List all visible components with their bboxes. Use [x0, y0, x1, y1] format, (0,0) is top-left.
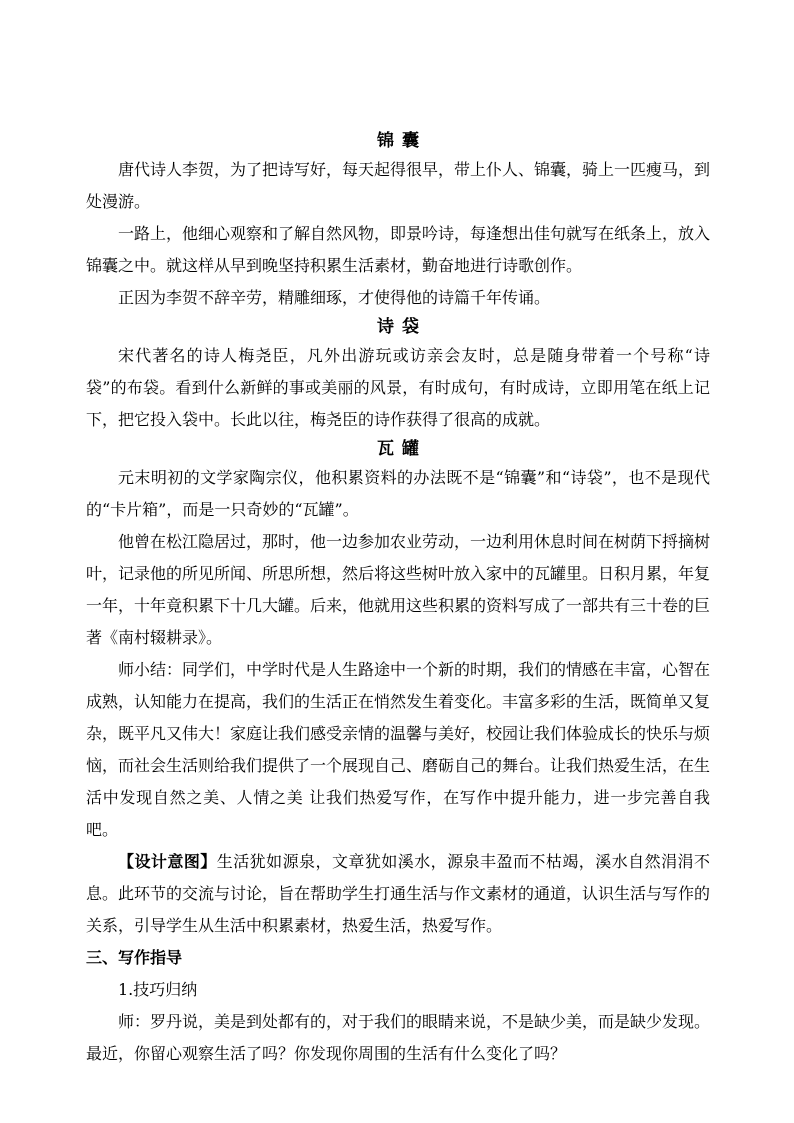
paragraph: 正因为李贺不辞辛劳，精雕细琢，才使得他的诗篇千年传诵。 [118, 288, 551, 307]
paragraph: 元末明初的文学家陶宗仪，他积累资料的办法既不是“锦囊”和“诗袋”，也不是现代的“卡片箱”，而是一只奇妙的“瓦罐”。 [86, 468, 710, 519]
paragraph: 唐代诗人李贺，为了把诗写好，每天起得很早，带上仆人、锦囊，骑上一匹瘦马，到处漫游。 [86, 160, 711, 211]
design-intent [86, 846, 710, 942]
document-body [86, 128, 710, 1070]
paragraph: 师：罗丹说，美是到处都有的，对于我们的眼睛来说，不是缺少美，而是缺少发现。最近，你留心观察生活了吗？你发现你周围的生活有什么变化了吗？ [86, 1012, 711, 1063]
section-title-shidai: 诗袋 [377, 317, 427, 337]
section-heading-writing-guide: 三、写作指导 [86, 948, 183, 967]
subheading-skills: 1.技巧归纳 [118, 980, 198, 999]
paragraph: 宋代著名的诗人梅尧臣，凡外出游玩或访亲会友时，总是随身带着一个号称“诗袋”的布袋。看到什么新鲜的事或美丽的风景，有时成句，有时成诗，立即用笔在纸上记下，把它投入袋中。长此以往，梅尧臣的诗作获得了很高的成就。 [86, 346, 710, 429]
design-intent-label: 【设计意图】 [118, 852, 217, 871]
section-title-jinnang: 锦囊 [377, 131, 427, 151]
design-intent-text: 生活犹如源泉，文章犹如溪水，源泉丰盈而不枯竭，溪水自然涓涓不息。此环节的交流与讨论，旨在帮助学生打通生活与作文素材的通道，认识生活与写作的关系，引导学生从生活中积累素材，热爱生活，热爱写作。 [86, 852, 711, 935]
section-title-waguan: 瓦罐 [377, 439, 427, 459]
paragraph: 他曾在松江隐居过，那时，他一边参加农业劳动，一边利用休息时间在树荫下捋摘树叶，记录他的所见所闻、所思所想，然后将这些树叶放入家中的瓦罐里。日积月累，年复一年，十年竟积累下十几大罐。后来，他就用这些积累的资料写成了一部共有三十卷的巨著《南村辍耕录》。 [86, 532, 711, 647]
paragraph: 一路上，他细心观察和了解自然风物，即景吟诗，每逢想出佳句就写在纸条上，放入锦囊之中。就这样从早到晚坚持积累生活素材，勤奋地进行诗歌创作。 [86, 224, 711, 275]
teacher-summary: 师小结：同学们，中学时代是人生路途中一个新的时期，我们的情感在丰富，心智在成熟，认知能力在提高，我们的生活正在悄然发生着变化。丰富多彩的生活，既简单又复杂，既平凡又伟大！家庭让我们感受亲情的温馨与美好，校园让我们体验成长的快乐与烦恼，而社会生活则给我们提供了一个展现自己、磨砺自己的舞台。让我们热爱生活，在生活中发现自然之美、人情之美 让我们热爱写作，在写作中提升能力，进一步完善自我吧。 [86, 660, 711, 839]
